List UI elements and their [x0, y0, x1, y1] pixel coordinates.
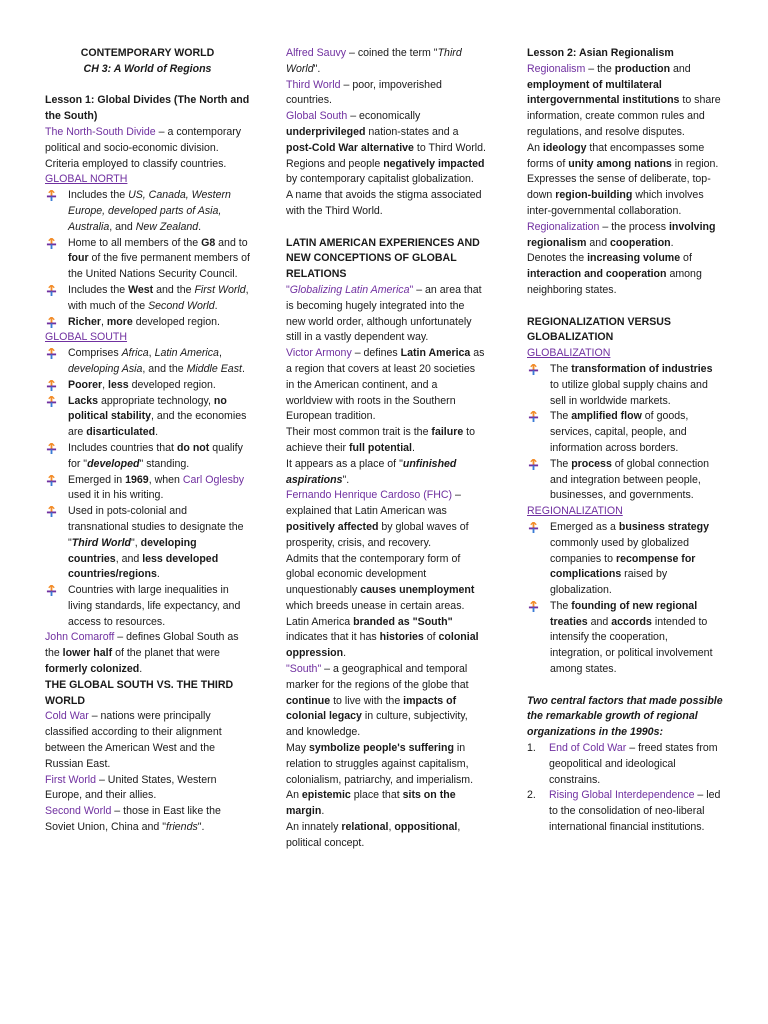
text-run: production [614, 62, 671, 75]
text-run: which involves inter-governmental collaboration. [527, 189, 704, 217]
text-run: indicates that it has [286, 631, 380, 644]
bullet-arrow-icon [46, 475, 57, 486]
text-run: intended to intensify the cooperation, integration, or political involvement among states. [550, 615, 713, 676]
globalization-heading: GLOBALIZATION [527, 347, 611, 360]
text-run: and the [153, 283, 195, 296]
cold-war-paragraph [45, 709, 250, 772]
text-run: , when [148, 473, 183, 486]
text-run: Regionalism [527, 62, 586, 75]
text-run: . [343, 647, 347, 660]
text-run: Third World [71, 536, 132, 549]
text-run: to Third World. [413, 141, 486, 154]
text-run: . [411, 441, 415, 454]
text-run: – coined the term " [346, 47, 438, 59]
text-run: of [423, 631, 439, 644]
text-run: Countries with large inequalities in living standards, life expectancy, and access to resources. [68, 584, 241, 628]
epistemic-paragraph [286, 788, 486, 820]
first-world-paragraph [45, 773, 250, 805]
text-run: Expresses the sense of deliberate, top-down [527, 173, 711, 202]
text-run: interaction and cooperation [527, 268, 667, 281]
text-run: commonly used by globalized companies to [550, 536, 689, 565]
text-run: Richer [68, 315, 101, 328]
text-run: May [286, 742, 309, 755]
text-run: accords [611, 615, 652, 628]
text-run: – a contemporary political and socio-economic division. [45, 125, 242, 154]
column-3 [527, 46, 723, 836]
bullet-arrow-icon [528, 411, 539, 422]
text-run: Their most common trait is the [286, 426, 432, 439]
text-run: Middle East [186, 362, 242, 375]
text-run: . [241, 362, 245, 375]
chapter-subtitle: CH 3: A World of Regions [83, 62, 212, 75]
text-run: lower half [62, 647, 113, 660]
north-south-term: The North-South Divide [45, 125, 156, 138]
bullet-arrow-icon [46, 380, 57, 391]
column-2 [286, 46, 486, 852]
list-item [45, 504, 250, 583]
text-run: founding of new regional treaties [550, 599, 698, 628]
bullet-arrow-icon [528, 601, 539, 612]
text-run: unfinished aspirations [286, 457, 457, 486]
text-run: Victor Armony [286, 347, 352, 360]
text-run: Globalizing Latin America [289, 283, 410, 296]
text-run: ". [313, 62, 321, 75]
text-run: . [139, 663, 143, 676]
text-run: . [155, 426, 159, 439]
text-run: It appears as a place of " [286, 457, 403, 470]
text-run: friends [165, 821, 198, 834]
text-run: – United States, Western Europe, and their allies. [45, 773, 217, 802]
text-run: involving regionalism [527, 220, 716, 249]
text-run: Regions and people [286, 157, 384, 170]
text-run: recompense for complications [550, 552, 696, 581]
text-run: – led to the consolidation of neo-liberal international financial institutions. [549, 789, 721, 834]
text-run: , and [109, 220, 136, 233]
text-run: and to [215, 236, 248, 249]
text-run: . [670, 236, 674, 249]
text-run: , and the [142, 362, 187, 375]
text-run: full potential [349, 441, 412, 454]
bullet-arrow-icon [46, 285, 57, 296]
text-run: 1. [527, 742, 536, 755]
regionalization-heading: REGIONALIZATION [527, 505, 623, 518]
text-run: , political concept. [286, 821, 461, 849]
text-run: epistemic [301, 789, 351, 802]
text-run: histories [379, 631, 424, 644]
text-run: symbolize people's suffering [308, 742, 454, 755]
globalization-list [527, 362, 723, 504]
text-run: , [100, 315, 107, 328]
text-run: , with much of the [68, 283, 249, 312]
text-run: Emerged as a [550, 520, 619, 533]
list-item [527, 362, 723, 409]
text-run: Alfred Sauvy [286, 47, 347, 59]
text-run: Includes the [68, 283, 129, 296]
text-run: New Zealand [135, 220, 199, 233]
sauvy-paragraph [286, 46, 486, 78]
factors-list [527, 741, 723, 836]
text-run: Admits that the contemporary form of global economic development unquestionably [286, 552, 461, 597]
text-run: Latin America [286, 615, 354, 628]
text-run: relational [341, 821, 389, 834]
text-run: disarticulated [86, 426, 156, 439]
text-run: , [102, 378, 109, 391]
text-run: oppositional [394, 821, 458, 834]
regionalization-paragraph [527, 220, 723, 252]
text-run: – those in East like the Soviet Union, China and " [45, 805, 221, 834]
text-run: to utilize global supply chains and sell in worldwide markets. [550, 378, 708, 407]
text-run: , [388, 821, 395, 834]
text-run: ", [131, 536, 141, 549]
text-run: Carl Oglesby [182, 473, 245, 486]
text-run: – nations were principally classified according to their alignment between the American West and the Russian East. [45, 710, 222, 770]
text-run: of goods, services, capital, people, and information across borders. [550, 410, 689, 454]
text-run: developing countries [68, 536, 197, 565]
text-run: causes unemployment [360, 584, 475, 597]
text-run: to live with the [330, 694, 404, 707]
list-item [527, 457, 723, 504]
text-run: to share information, create common rules and regulations, and resolve disputes. [527, 94, 721, 138]
list-item [45, 473, 250, 505]
document-title: CONTEMPORARY WORLD [80, 47, 215, 59]
list-item [45, 315, 250, 331]
lesson-2-heading: Lesson 2: Asian Regionalism [527, 47, 674, 59]
text-run: Second World [148, 299, 215, 312]
text-run: Denotes the [527, 252, 588, 265]
text-run: , [218, 347, 222, 360]
text-run: Includes countries that [68, 441, 177, 454]
criteria-paragraph: Criteria employed to classify countries. [45, 157, 227, 170]
list-item [527, 741, 723, 788]
ideology-paragraph [527, 141, 723, 173]
text-run: , [148, 347, 155, 360]
text-run: – the process [599, 220, 669, 233]
text-run: . [156, 568, 160, 581]
list-item [45, 394, 250, 441]
bullet-arrow-icon [46, 506, 57, 517]
text-run: Emerged in [68, 473, 126, 486]
regions-paragraph [286, 157, 486, 189]
global-north-list [45, 188, 250, 330]
text-run: of global connection and integration between people, businesses, and governments. [550, 457, 710, 502]
second-world-paragraph [45, 804, 250, 836]
text-run: no political stability [68, 394, 227, 423]
text-run: colonial oppression [286, 631, 479, 660]
text-run: ". [342, 473, 350, 486]
text-run: of the planet that were [112, 647, 220, 660]
text-run: Includes the [68, 189, 129, 202]
text-run: cooperation [610, 236, 671, 249]
text-run: John Comaroff [45, 631, 115, 644]
text-run: in relation to struggles against capitalism, colonialism, patriarchy, and imperialism. [286, 742, 474, 786]
bullet-arrow-icon [46, 585, 57, 596]
text-run: G8 [201, 236, 216, 249]
text-run: transformation of industries [571, 362, 713, 375]
stigma-paragraph: A name that avoids the stigma associated with the Third World. [286, 189, 482, 217]
text-run: among neighboring states. [527, 268, 702, 296]
column-1 [45, 46, 250, 836]
text-run: continue [286, 694, 331, 707]
text-run: Fernando Henrique Cardoso (FHC) [286, 489, 453, 502]
bullet-arrow-icon [46, 396, 57, 407]
text-run: Rising Global Interdependence [549, 789, 695, 802]
list-item [527, 599, 723, 678]
regionalization-list [527, 520, 723, 678]
text-run: . [321, 805, 325, 818]
list-item [45, 378, 250, 394]
text-run: Poorer [68, 378, 103, 391]
text-run: 1969 [125, 473, 149, 486]
text-run: less [108, 378, 129, 391]
text-run: The [550, 599, 572, 612]
branded-paragraph [286, 615, 486, 662]
denotes-paragraph [527, 251, 723, 298]
text-run: and [670, 62, 691, 75]
third-world-paragraph [286, 78, 486, 110]
text-run: do not [176, 441, 210, 454]
text-run: of [680, 252, 692, 265]
text-run: in culture, subjectivity, and knowledge. [286, 710, 468, 739]
text-run: – freed states from geopolitical and ideological constrains. [549, 742, 718, 786]
list-item [45, 441, 250, 473]
text-run: 2. [527, 789, 536, 802]
text-run: business strategy [618, 520, 709, 533]
text-run: , and [115, 552, 143, 565]
text-run: as a region that covers at least 20 societies in the American continent, and a worldview with roots in the Southern European tradition. [286, 347, 485, 423]
text-run: to achieve their [286, 426, 475, 454]
text-run: more [106, 315, 133, 328]
text-run: Comprises [68, 347, 122, 360]
bullet-arrow-icon [528, 459, 539, 470]
text-run: Home to all members of the [68, 236, 202, 249]
text-run: that encompasses some forms of [527, 141, 705, 170]
text-run: underprivileged [286, 125, 366, 138]
text-run: qualify for " [68, 441, 243, 470]
text-run: – economically [347, 110, 421, 123]
text-run: Lacks [68, 394, 99, 407]
text-run: . [214, 299, 218, 312]
aspirations-paragraph [286, 457, 486, 489]
list-item [45, 283, 250, 315]
regionalism-paragraph [527, 62, 723, 141]
text-run: appropriate technology, [98, 394, 214, 407]
text-run: of the five permanent members of the United Nations Security Council. [68, 252, 250, 281]
text-run: process [571, 457, 612, 470]
text-run: An [286, 789, 302, 802]
relational-paragraph [286, 820, 486, 852]
text-run: ideology [542, 141, 587, 154]
text-run: US, Canada, Western Europe, developed parts of Asia, Australia [68, 189, 231, 233]
text-run: The [550, 362, 572, 375]
text-run: impacts of colonial legacy [286, 694, 457, 723]
comaroff-paragraph [45, 630, 250, 677]
text-run: Used in pots-colonial and transnational studies to designate the " [68, 505, 244, 549]
text-run: and [586, 236, 611, 249]
text-run: developed region. [128, 378, 216, 391]
text-run: Cold War [45, 710, 89, 723]
text-run: region-building [555, 189, 633, 202]
north-south-paragraph [45, 125, 250, 157]
text-run: Latin America [400, 347, 471, 360]
list-item [527, 520, 723, 599]
bullet-arrow-icon [46, 190, 57, 201]
text-run: Third World [286, 78, 341, 91]
text-run: – defines Global South as the [45, 631, 239, 660]
text-run: – poor, impoverished countries. [286, 78, 442, 107]
text-run: failure [431, 426, 464, 439]
text-run: Latin America [154, 347, 219, 360]
text-run: employment of multilateral intergovernmental institutions [527, 78, 680, 107]
gs-vs-third-world-heading: THE GLOBAL SOUTH VS. THE THIRD WORLD [45, 678, 234, 707]
text-run: post-Cold War alternative [286, 141, 414, 154]
text-run: negatively impacted [383, 157, 485, 170]
list-item [45, 236, 250, 283]
list-item [45, 188, 250, 235]
text-run: – defines [351, 347, 401, 360]
text-run: developing Asia [68, 362, 143, 375]
region-building-paragraph [527, 172, 723, 219]
bullet-arrow-icon [46, 317, 57, 328]
text-run: sits on the margin [286, 789, 456, 818]
text-run: An innately [286, 821, 342, 834]
text-run: branded as "South" [353, 615, 453, 628]
text-run: formerly colonized [45, 663, 140, 676]
bullet-arrow-icon [46, 238, 57, 249]
bullet-arrow-icon [46, 443, 57, 454]
text-run: The [550, 410, 572, 423]
text-run: increasing volume [587, 252, 681, 265]
list-item [527, 409, 723, 456]
regionalization-vs-globalization-heading: REGIONALIZATION VERSUS GLOBALIZATION [527, 315, 672, 344]
text-run: "South" [286, 663, 322, 676]
text-run: West [128, 283, 154, 296]
global-north-heading: GLOBAL NORTH [45, 173, 128, 186]
south-paragraph [286, 662, 486, 741]
armony-paragraph [286, 346, 486, 425]
global-south-heading: GLOBAL SOUTH [45, 331, 128, 344]
text-run: – a geographical and temporal marker for the regions of the globe that [286, 663, 469, 691]
text-run: Global South [286, 110, 348, 123]
text-run: amplified flow [571, 410, 642, 423]
text-run: four [68, 252, 89, 265]
lesson-1-heading: Lesson 1: Global Divides (The North and the South) [45, 94, 250, 123]
text-run: Second World [45, 805, 112, 818]
bullet-arrow-icon [528, 522, 539, 533]
text-run: Regionalization [527, 220, 600, 233]
text-run: " [409, 283, 414, 296]
text-run: " standing. [139, 457, 190, 470]
bullet-arrow-icon [46, 348, 57, 359]
list-item [45, 346, 250, 378]
latin-america-heading: LATIN AMERICAN EXPERIENCES AND NEW CONCEPTIONS OF GLOBAL RELATIONS [286, 236, 480, 281]
text-run: developed [87, 457, 140, 470]
bullet-arrow-icon [528, 364, 539, 375]
text-run: positively affected [286, 520, 379, 533]
text-run: ". [197, 821, 205, 834]
text-run: by global waves of prosperity, crisis, and recovery. [286, 520, 469, 549]
text-run: Third World [286, 47, 462, 75]
text-run: , and the economies are [68, 410, 247, 439]
text-run: – explained that Latin American was [286, 489, 461, 518]
text-run: nation-states and a [365, 125, 459, 138]
text-run: place that [350, 789, 403, 802]
text-run: An [527, 141, 543, 154]
text-run: and [587, 615, 612, 628]
text-run: developed region. [132, 315, 220, 328]
text-run: by contemporary capitalist globalization. [286, 173, 474, 186]
text-run: which breeds unease in certain areas. [286, 599, 465, 612]
global-south-list [45, 346, 250, 630]
globalizing-latin-america-paragraph [286, 283, 486, 346]
cardoso-paragraph [286, 488, 486, 551]
text-run: First World [45, 773, 97, 786]
text-run: The [550, 457, 572, 470]
two-factors-paragraph: Two central factors that made possible the remarkable growth of regional organizations in the 1990s: [527, 694, 723, 739]
text-run: raised by globalization. [550, 568, 668, 597]
suffering-paragraph [286, 741, 486, 788]
text-run: . [198, 220, 202, 233]
text-run: End of Cold War [549, 742, 627, 755]
list-item [527, 788, 723, 835]
text-run: " [286, 283, 290, 296]
text-run: First World [194, 283, 246, 296]
list-item [45, 583, 250, 630]
text-run: used it in his writing. [68, 489, 164, 502]
text-run: – the [585, 62, 615, 75]
global-south-paragraph [286, 109, 486, 156]
text-run: Africa [121, 347, 149, 360]
text-run: less developed countries/regions [68, 552, 219, 581]
text-run: in region. [671, 157, 719, 170]
text-run: – an area that is becoming hugely integrated into the new world order, although unfortunately still in a vastly dependent way. [286, 283, 482, 344]
common-trait-paragraph [286, 425, 486, 457]
text-run: unity among nations [568, 157, 672, 170]
admits-paragraph [286, 552, 486, 615]
